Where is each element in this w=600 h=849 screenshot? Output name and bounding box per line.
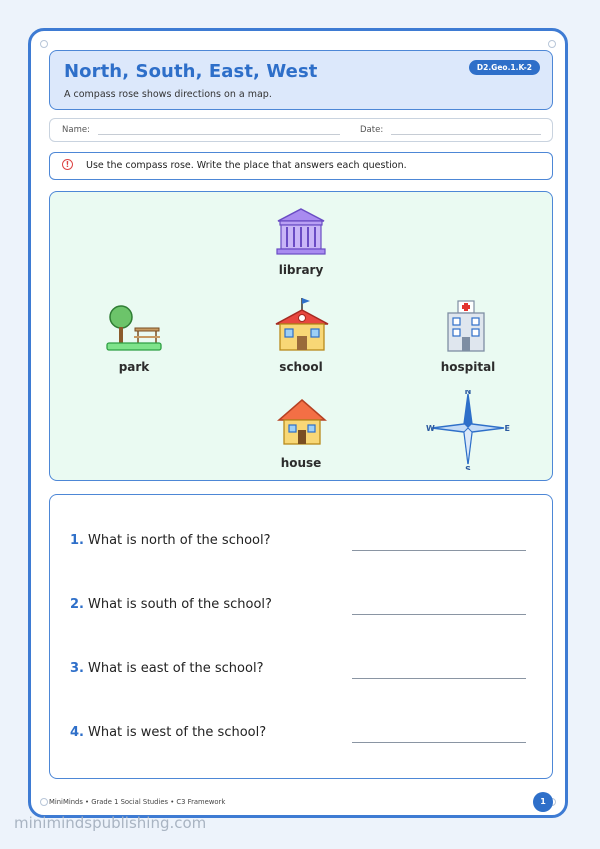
worksheet-page <box>28 28 568 818</box>
instruction-box <box>49 152 553 180</box>
library-label: library <box>278 263 324 277</box>
instruction-text: Use the compass rose. Write the place that answers each question. <box>86 160 407 171</box>
exclamation-icon: ! <box>62 159 73 170</box>
watermark: minimindspublishing.com <box>14 814 207 832</box>
library-icon <box>276 208 326 260</box>
hospital-label: hospital <box>440 360 496 374</box>
answer-line-3[interactable] <box>352 678 526 679</box>
question-2 <box>70 597 272 612</box>
park-icon <box>105 302 163 358</box>
house-label: house <box>280 456 322 470</box>
page-number-badge: 1 <box>533 792 553 812</box>
footer-text: MiniMinds • Grade 1 Social Studies • C3 Framework <box>49 798 226 806</box>
answer-line-1[interactable] <box>352 550 526 551</box>
question-1 <box>70 533 271 548</box>
name-label: Name: <box>62 125 90 135</box>
page-hole <box>40 798 48 806</box>
name-field[interactable] <box>98 134 340 135</box>
question-3 <box>70 661 263 676</box>
standard-code-badge: D2.Geo.1.K-2 <box>469 60 540 75</box>
question-text: What is south of the school? <box>87 597 272 612</box>
page-hole <box>548 40 556 48</box>
school-icon <box>274 296 330 358</box>
answer-line-4[interactable] <box>352 742 526 743</box>
page-subtitle: A compass rose shows directions on a map. <box>64 89 272 100</box>
question-number: 1. <box>70 533 84 548</box>
compass-south-label: S <box>465 465 471 470</box>
question-4 <box>70 725 266 740</box>
date-label: Date: <box>360 125 384 135</box>
hospital-icon <box>442 299 490 359</box>
questions-box <box>49 494 553 779</box>
question-text: What is east of the school? <box>87 661 264 676</box>
page-hole <box>40 40 48 48</box>
header-banner <box>49 50 553 110</box>
map-area <box>49 191 553 481</box>
date-field[interactable] <box>391 134 541 135</box>
compass-west-label: W <box>426 424 435 433</box>
compass-rose <box>426 390 510 474</box>
question-text: What is north of the school? <box>87 533 271 548</box>
name-date-bar <box>49 118 553 142</box>
house-icon <box>277 398 327 452</box>
compass-east-label: E <box>504 424 510 433</box>
question-number: 4. <box>70 725 84 740</box>
question-text: What is west of the school? <box>87 725 267 740</box>
question-number: 2. <box>70 597 84 612</box>
school-label: school <box>279 360 323 374</box>
page-title: North, South, East, West <box>64 61 318 82</box>
park-label: park <box>118 360 150 374</box>
answer-line-2[interactable] <box>352 614 526 615</box>
compass-north-label: N <box>464 390 472 396</box>
question-number: 3. <box>70 661 84 676</box>
